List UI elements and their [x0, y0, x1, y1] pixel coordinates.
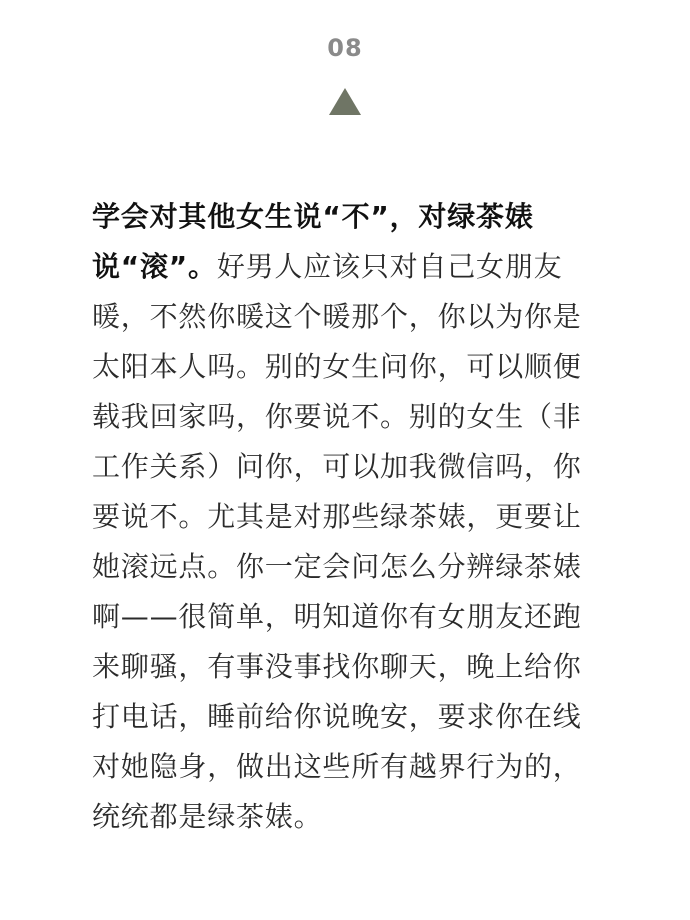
text-line [92, 492, 602, 542]
text-segment: 载我回家吗，你要说不。别的女生（非 [92, 400, 582, 433]
text-line [92, 342, 602, 392]
text-segment: 对她隐身，做出这些所有越界行为的， [92, 750, 582, 783]
text-segment: 太阳本人吗。别的女生问你，可以顺便 [92, 350, 582, 383]
text-segment: 要说不。尤其是对那些绿茶婊，更要让 [92, 500, 582, 533]
text-segment: 打电话，睡前给你说晚安，要求你在线 [92, 700, 582, 733]
text-segment: 来聊骚，有事没事找你聊天，晚上给你 [92, 650, 582, 683]
text-line [92, 542, 602, 592]
text-line [92, 792, 602, 842]
text-line [92, 642, 602, 692]
text-line [92, 742, 602, 792]
bold-text-segment: 学会对其他女生说“不”，对绿茶婊 [92, 200, 534, 233]
text-line [92, 592, 602, 642]
text-line [92, 392, 602, 442]
text-segment: 工作关系）问你，可以加我微信吗，你 [92, 450, 582, 483]
text-line [92, 692, 602, 742]
text-line [92, 192, 602, 242]
text-line [92, 242, 602, 292]
section-number: 08 [327, 34, 363, 62]
text-segment: 好男人应该只对自己女朋友 [216, 250, 563, 283]
bold-text-segment: 说“滚”。 [92, 250, 217, 283]
text-line [92, 292, 602, 342]
text-line [92, 442, 602, 492]
text-segment: 暖，不然你暖这个暖那个，你以为你是 [92, 300, 582, 333]
text-segment: 她滚远点。你一定会问怎么分辨绿茶婊 [92, 550, 582, 583]
article-body [92, 192, 602, 842]
triangle-up-icon [329, 88, 361, 115]
text-segment: 啊——很简单，明知道你有女朋友还跑 [92, 600, 582, 633]
text-segment: 统统都是绿茶婊。 [92, 800, 323, 833]
